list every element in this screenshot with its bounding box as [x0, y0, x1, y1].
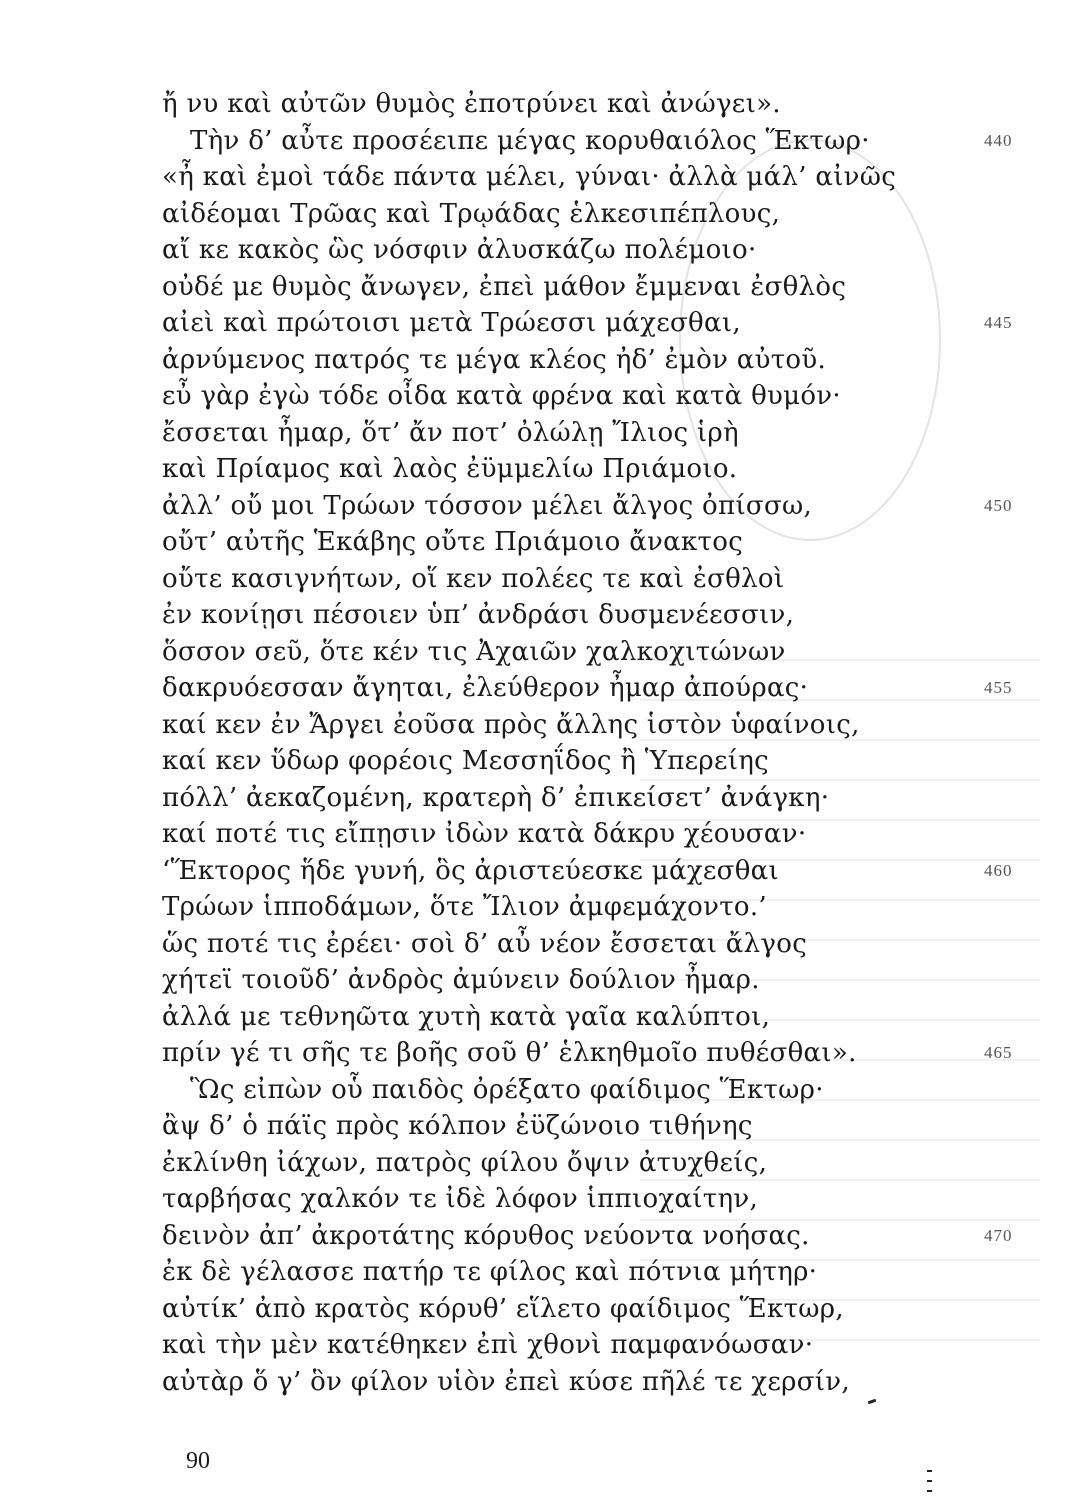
scan-speck — [927, 1470, 932, 1472]
line-number: 455 — [984, 678, 1013, 697]
verse-line: οὔτε κασιγνήτων, οἵ κεν πολέες τε καὶ ἐσθλοὶ — [162, 563, 785, 594]
verse-line: ‘Ἕκτορος ἥδε γυνή, ὃς ἀριστεύεσκε μάχεσθαι — [162, 855, 779, 886]
page-number: 90 — [186, 1448, 210, 1474]
verse-line: ταρβήσας χαλκόν τε ἰδὲ λόφον ἱππιοχαίτην, — [162, 1184, 759, 1214]
verse-line: αὐτὰρ ὅ γ’ ὃν φίλον υἱὸν ἐπεὶ κύσε πῆλέ τε χερσίν, — [162, 1366, 850, 1397]
scan-speck — [927, 1490, 932, 1492]
poem-text-block — [162, 86, 922, 1400]
verse-line: καὶ Πρίαμος καὶ λαὸς ἐϋμμελίω Πριάμοιο. — [162, 454, 738, 484]
scan-speck — [927, 1480, 932, 1482]
verse-line: ἀλλ’ οὔ μοι Τρώων τόσσον μέλει ἄλγος ὀπίσσω, — [162, 490, 813, 521]
verse-line: δεινὸν ἀπ’ ἀκροτάτης κόρυθος νεύοντα νοήσας. — [162, 1220, 810, 1251]
verse-line: ἀρνύμενος πατρός τε μέγα κλέος ἠδ’ ἐμὸν αὐτοῦ. — [162, 344, 827, 375]
verse-line: καὶ τὴν μὲν κατέθηκεν ἐπὶ χθονὶ παμφανόωσαν· — [162, 1330, 814, 1360]
verse-line: καί ποτέ τις εἴπῃσιν ἰδὼν κατὰ δάκρυ χέουσαν· — [162, 819, 807, 849]
verse-line: οὐδέ με θυμὸς ἄνωγεν, ἐπεὶ μάθον ἔμμεναι ἐσθλὸς — [162, 271, 847, 302]
verse-line: «ἦ καὶ ἐμοὶ τάδε πάντα μέλει, γύναι· ἀλλὰ μάλ’ αἰνῶς — [162, 162, 897, 192]
line-number: 470 — [984, 1225, 1013, 1245]
verse-line: ἐκλίνθη ἰάχων, πατρὸς φίλου ὄψιν ἀτυχθείς, — [162, 1147, 768, 1178]
verse-line: αἴ κε κακὸς ὣς νόσφιν ἀλυσκάζω πολέμοιο· — [162, 235, 757, 265]
verse-line: ἤ νυ καὶ αὐτῶν θυμὸς ἐποτρύνει καὶ ἀνώγει». — [162, 89, 781, 119]
verse-line: ἔσσεται ἦμαρ, ὅτ’ ἄν ποτ’ ὀλώλῃ Ἴλιος ἱρὴ — [162, 417, 739, 448]
line-number: 440 — [984, 130, 1013, 150]
line-number: 460 — [984, 860, 1013, 880]
line-number: 465 — [984, 1043, 1013, 1062]
verse-line: οὔτ’ αὐτῆς Ἑκάβης οὔτε Πριάμοιο ἄνακτος — [162, 527, 744, 557]
verse-line: ὅσσον σεῦ, ὅτε κέν τις Ἀχαιῶν χαλκοχιτώνων — [162, 636, 786, 667]
verse-line: ὥς ποτέ τις ἐρέει· σοὶ δ’ αὖ νέον ἔσσεται ἄλγος — [162, 928, 808, 959]
verse-line: ἀλλά με τεθνηῶτα χυτὴ κατὰ γαῖα καλύπτοι, — [162, 1001, 771, 1032]
verse-line: καί κεν ἐν Ἄργει ἐοῦσα πρὸς ἄλλης ἱστὸν ὑφαίνοις, — [162, 709, 860, 740]
verse-line: δακρυόεσσαν ἄγηται, ἐλεύθερον ἦμαρ ἀπούρας· — [162, 673, 809, 703]
verse-line: Ὣς εἰπὼν οὗ παιδὸς ὀρέξατο φαίδιμος Ἕκτωρ· — [190, 1074, 824, 1105]
verse-line: χήτεϊ τοιοῦδ’ ἀνδρὸς ἀμύνειν δούλιον ἦμαρ. — [162, 965, 760, 995]
verse-line: ἐκ δὲ γέλασσε πατήρ τε φίλος καὶ πότνια μήτηρ· — [162, 1257, 818, 1287]
verse-line: αἰεὶ καὶ πρώτοισι μετὰ Τρώεσσι μάχεσθαι, — [162, 308, 741, 338]
verse-line: καί κεν ὕδωρ φορέοις Μεσσηΐδος ἢ Ὑπερείης — [162, 746, 769, 776]
verse-line: ἂψ δ’ ὁ πάϊς πρὸς κόλπον ἐϋζώνοιο τιθήνης — [162, 1111, 753, 1141]
verse-line: αἰδέομαι Τρῶας καὶ Τρῳάδας ἑλκεσιπέπλους, — [162, 198, 781, 229]
line-number: 450 — [984, 495, 1013, 515]
verse-line: πρίν γέ τι σῆς τε βοῆς σοῦ θ’ ἑλκηθμοῖο πυθέσθαι». — [162, 1038, 857, 1068]
verse-line: πόλλ’ ἀεκαζομένη, κρατερὴ δ’ ἐπικείσετ’ ἀνάγκη· — [162, 782, 830, 813]
line-number: 445 — [984, 313, 1013, 332]
verse-line: Τρώων ἱπποδάμων, ὅτε Ἴλιον ἀμφεμάχοντο.’ — [162, 892, 767, 922]
verse-line: εὖ γὰρ ἐγὼ τόδε οἶδα κατὰ φρένα καὶ κατὰ θυμόν· — [162, 381, 841, 411]
verse-line: ἐν κονίῃσι πέσοιεν ὑπ’ ἀνδράσι δυσμενέεσσιν, — [162, 600, 795, 630]
verse-line: Τὴν δ’ αὖτε προσέειπε μέγας κορυθαιόλος Ἕκτωρ· — [190, 125, 870, 156]
verse-line: αὐτίκ’ ἀπὸ κρατὸς κόρυθ’ εἵλετο φαίδιμος Ἕκτωρ, — [162, 1293, 844, 1324]
